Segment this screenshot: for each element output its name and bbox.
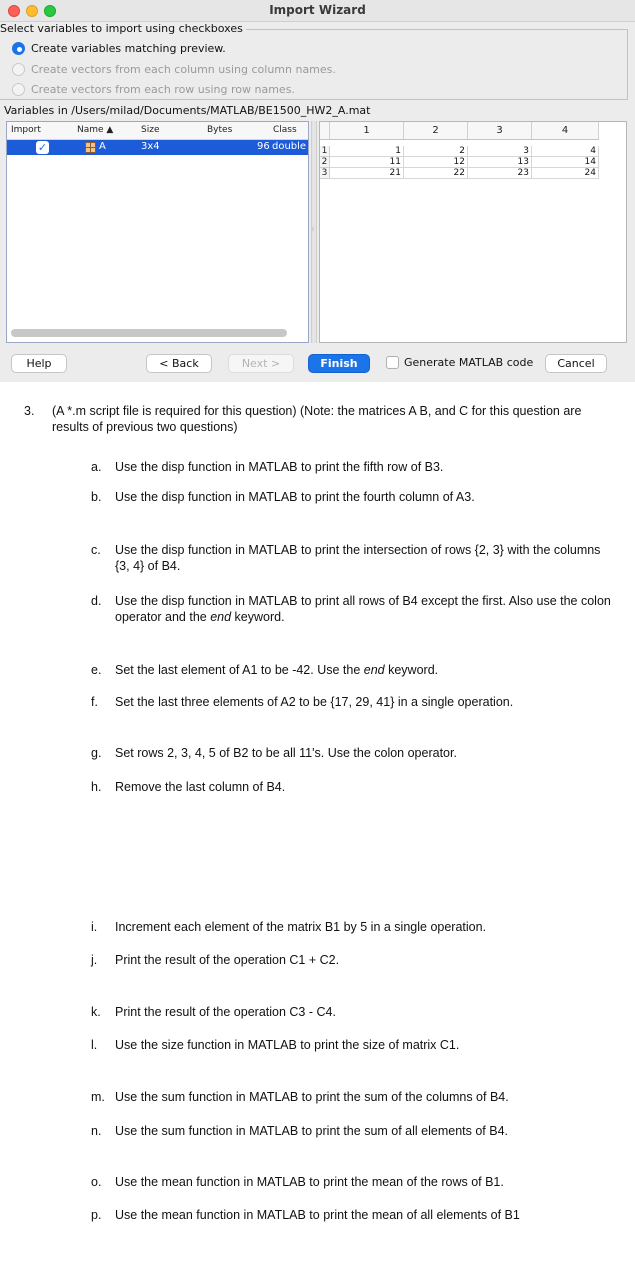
preview-cell[interactable]: 3 — [468, 146, 532, 157]
list-item — [91, 779, 621, 795]
window-title: Import Wizard — [269, 3, 366, 17]
item-label: o. — [91, 1175, 102, 1189]
preview-column-header[interactable]: 4 — [532, 122, 599, 140]
item-text-part: keyword. — [384, 663, 439, 677]
question-text: (A *.m script file is required for this question) (Note: the matrices A B, and C for this question are results of previous two questions) — [52, 404, 582, 434]
item-text: Increment each element of the matrix B1 by 5 in a single operation. — [115, 920, 487, 934]
preview-table — [319, 121, 627, 343]
item-text: Set rows 2, 3, 4, 5 of B2 to be all 11's. Use the colon operator. — [115, 746, 457, 760]
item-text: Use the mean function in MATLAB to print the mean of the rows of B1. — [115, 1175, 504, 1189]
next-button[interactable]: Next > — [228, 354, 294, 373]
title-bar — [0, 0, 635, 22]
list-item — [91, 919, 621, 935]
item-label: p. — [91, 1208, 102, 1222]
item-label: l. — [91, 1038, 98, 1052]
question-number: 3. — [24, 404, 35, 418]
list-item — [91, 1123, 621, 1139]
item-label: e. — [91, 663, 102, 677]
import-options-legend: Select variables to import using checkboxes — [0, 22, 246, 35]
item-text-part: Use the disp function in MATLAB to print all rows of B4 except the first. Also use the colon operator and the — [115, 594, 611, 624]
import-wizard-window — [0, 0, 635, 382]
item-text: Print the result of the operation C3 - C4. — [115, 1005, 336, 1019]
checkbox-unchecked-icon[interactable] — [386, 356, 399, 369]
pane-splitter[interactable] — [311, 121, 317, 343]
splitter-grip-icon: ⁞ — [312, 226, 314, 233]
preview-cell[interactable]: 14 — [532, 157, 599, 168]
preview-cell[interactable]: 24 — [532, 168, 599, 179]
preview-cell[interactable]: 12 — [404, 157, 468, 168]
item-label: c. — [91, 543, 101, 557]
item-label: h. — [91, 780, 102, 794]
list-item — [91, 459, 621, 475]
item-text-part: Set the last element of A1 to be -42. Use the — [115, 663, 364, 677]
preview-cell[interactable]: 21 — [330, 168, 404, 179]
item-label: d. — [91, 594, 102, 608]
list-item — [91, 1037, 621, 1053]
variables-path-label: Variables in /Users/milad/Documents/MATLAB/BE1500_HW2_A.mat — [4, 104, 371, 117]
variables-table — [6, 121, 309, 343]
item-label: i. — [91, 920, 98, 934]
item-text: Use the disp function in MATLAB to print the fifth row of B3. — [115, 460, 444, 474]
finish-button[interactable]: Finish — [308, 354, 370, 373]
item-text: Use the disp function in MATLAB to print the fourth column of A3. — [115, 490, 475, 504]
list-item — [91, 1004, 621, 1020]
preview-cell[interactable]: 4 — [532, 146, 599, 157]
item-label: m. — [91, 1090, 105, 1104]
preview-cell[interactable]: 1 — [330, 146, 404, 157]
item-label: a. — [91, 460, 102, 474]
preview-cell[interactable]: 2 — [404, 146, 468, 157]
option-vectors-from-rows[interactable] — [12, 83, 295, 96]
item-text — [115, 662, 615, 678]
item-text: Remove the last column of B4. — [115, 780, 286, 794]
item-text: Use the sum function in MATLAB to print the sum of the columns of B4. — [115, 1090, 509, 1104]
preview-cell[interactable]: 11 — [330, 157, 404, 168]
item-text: Use the mean function in MATLAB to print the mean of all elements of B1 — [115, 1208, 520, 1222]
option-vectors-from-columns[interactable] — [12, 63, 336, 76]
preview-row-header[interactable]: 2 — [320, 157, 330, 168]
column-header-name[interactable]: Name ▲ — [77, 125, 114, 135]
item-text: Use the size function in MATLAB to print the size of matrix C1. — [115, 1038, 460, 1052]
preview-column-header[interactable]: 2 — [404, 122, 468, 140]
variable-class: double — [272, 141, 307, 152]
option-vectors-from-rows-label: Create vectors from each row using row names. — [31, 83, 295, 96]
item-label: f. — [91, 695, 98, 709]
preview-column-header[interactable]: 1 — [330, 122, 404, 140]
matrix-variable-icon — [85, 142, 96, 153]
variable-size: 3x4 — [141, 141, 160, 152]
preview-corner-cell — [320, 122, 330, 140]
list-item — [91, 662, 621, 678]
list-item — [91, 593, 621, 625]
option-vectors-from-columns-label: Create vectors from each column using column names. — [31, 63, 336, 76]
list-item — [91, 1207, 621, 1223]
item-keyword: end — [210, 610, 232, 624]
option-create-variables-label: Create variables matching preview. — [31, 42, 226, 55]
item-label: j. — [91, 953, 98, 967]
item-text-part: keyword. — [231, 610, 285, 624]
list-item — [91, 745, 621, 761]
column-header-bytes[interactable]: Bytes — [207, 125, 233, 135]
variables-table-header — [7, 122, 308, 140]
column-header-import[interactable]: Import — [11, 125, 41, 135]
item-keyword: end — [363, 663, 385, 677]
preview-cell[interactable]: 13 — [468, 157, 532, 168]
radio-selected-icon[interactable] — [12, 42, 25, 55]
help-button[interactable]: Help — [11, 354, 67, 373]
list-item — [91, 542, 621, 574]
preview-column-header[interactable]: 3 — [468, 122, 532, 140]
item-text: Print the result of the operation C1 + C2. — [115, 953, 340, 967]
item-label: n. — [91, 1124, 102, 1138]
item-label: k. — [91, 1005, 101, 1019]
preview-row-header[interactable]: 3 — [320, 168, 330, 179]
preview-cell[interactable]: 23 — [468, 168, 532, 179]
item-text: Set the last three elements of A2 to be {17, 29, 41} in a single operation. — [115, 695, 514, 709]
back-button[interactable]: < Back — [146, 354, 212, 373]
list-item — [91, 1089, 621, 1105]
preview-row-header[interactable]: 1 — [320, 146, 330, 157]
generate-code-checkbox[interactable] — [386, 356, 533, 369]
radio-unselected-icon[interactable] — [12, 63, 25, 76]
list-item — [91, 694, 621, 710]
preview-cell[interactable]: 22 — [404, 168, 468, 179]
table-row[interactable] — [7, 140, 308, 155]
list-item — [91, 952, 621, 968]
cancel-button[interactable]: Cancel — [545, 354, 607, 373]
radio-unselected-icon[interactable] — [12, 83, 25, 96]
list-item — [91, 1174, 621, 1190]
item-label: g. — [91, 746, 102, 760]
import-checkbox[interactable]: ✓ — [37, 141, 48, 154]
list-item — [91, 489, 621, 505]
option-create-variables[interactable] — [12, 42, 226, 55]
item-text: Use the sum function in MATLAB to print the sum of all elements of B4. — [115, 1124, 509, 1138]
horizontal-scrollbar[interactable] — [11, 329, 287, 337]
generate-code-label: Generate MATLAB code — [404, 356, 534, 369]
item-label: b. — [91, 490, 102, 504]
column-header-size[interactable]: Size — [141, 125, 160, 135]
column-header-class[interactable]: Class — [273, 125, 297, 135]
item-text: Use the disp function in MATLAB to print the intersection of rows {2, 3} with the columns {3, 4} of B4. — [115, 543, 601, 573]
question-3 — [24, 403, 614, 435]
variable-bytes: 96 — [257, 141, 270, 152]
variable-name: A — [99, 141, 106, 152]
item-text — [115, 593, 615, 625]
